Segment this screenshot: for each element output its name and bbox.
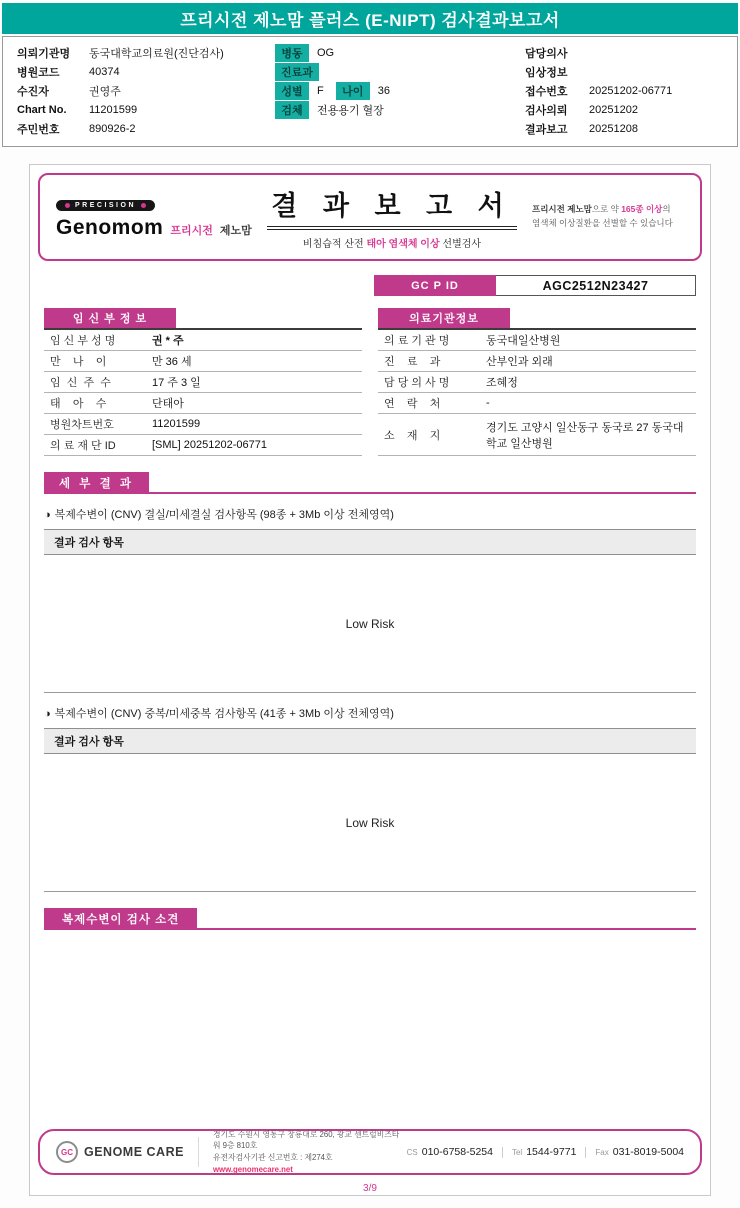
tagline-line1	[532, 203, 684, 217]
row-label: 임 신 주 수	[50, 377, 111, 389]
subtitle-suffix: 선별검사	[439, 239, 482, 250]
field-label: 의뢰기관명	[17, 47, 71, 60]
tagline-pink: 165종 이상	[621, 204, 663, 215]
info-row	[17, 62, 275, 81]
section-divider-line	[197, 928, 696, 930]
page-number: 3/9	[363, 1183, 377, 1194]
row-label: 담 당 의 사 명	[384, 377, 450, 389]
ward-value: OG	[317, 46, 335, 59]
cnv-findings-header	[44, 908, 696, 930]
field-label: 검사의뢰	[525, 104, 568, 117]
row-value: 11201599	[152, 418, 201, 430]
field-value: 11201599	[89, 103, 138, 116]
info-row	[525, 81, 723, 100]
contact-value: 1544-9771	[526, 1146, 577, 1158]
info-row	[275, 100, 525, 119]
report-title-bar	[2, 3, 738, 34]
row-value: 만 36 세	[152, 356, 192, 368]
cnv-result-area	[44, 754, 696, 892]
row-label: 소 재 지	[384, 429, 441, 442]
table-row	[44, 372, 362, 393]
tagline-bold: 프리시전 제노맘	[532, 204, 592, 215]
footer-license: 유전자검사기관 신고번호 : 제274호	[212, 1153, 333, 1162]
cnv-deletion-section	[44, 506, 696, 693]
clinic-info-table	[378, 308, 696, 456]
table-row	[378, 351, 696, 372]
report-main-title-block	[252, 184, 532, 250]
footer-box	[38, 1129, 702, 1175]
row-label: 진 료 과	[384, 356, 441, 368]
specimen-chip: 검체	[275, 101, 309, 119]
report-main-title: 결 과 보 고 서	[267, 184, 516, 230]
field-value: 40374	[89, 65, 120, 78]
cnv-section-title	[44, 506, 696, 522]
contact-separator	[585, 1147, 586, 1158]
detailed-results-chip: 세 부 결 과	[44, 472, 149, 494]
detailed-results-header	[44, 472, 696, 494]
badge-dot-icon	[65, 203, 70, 208]
report-tagline	[532, 203, 684, 230]
section-divider-line	[149, 492, 696, 494]
tagline-mid: 으로 약	[591, 204, 622, 215]
field-label: 결과보고	[525, 123, 568, 136]
subtitle-highlight: 태아 염색체 이상	[366, 239, 440, 250]
patient-info-left-column	[17, 43, 275, 138]
brand-subtitle-pink: 프리시전	[170, 224, 213, 237]
precision-badge	[56, 200, 155, 211]
contact-value: 010-6758-5254	[421, 1146, 493, 1158]
genomom-logo	[56, 195, 252, 240]
patient-info-right-column	[525, 43, 723, 138]
cnv-table-header: 결과 검사 항목	[44, 728, 696, 754]
brand-subtitle-dark: 제노맘	[219, 224, 252, 237]
info-row-empty	[275, 119, 525, 138]
field-label: 임상정보	[525, 66, 568, 79]
field-value: 동국대학교의료원(진단검사)	[89, 47, 224, 60]
genomecare-logo-icon: GC	[56, 1141, 78, 1163]
gc-pid-value: AGC2512N23427	[496, 275, 696, 296]
info-row	[525, 43, 723, 62]
row-label: 연 락 처	[384, 398, 441, 410]
sex-value: F	[317, 84, 324, 97]
info-row	[17, 43, 275, 62]
report-subtitle	[252, 235, 532, 250]
sex-chip: 성별	[275, 82, 309, 100]
table-row	[44, 330, 362, 351]
footer-divider	[198, 1137, 199, 1167]
row-label: 의 료 재 단 ID	[50, 440, 116, 452]
mother-info-table	[44, 308, 362, 456]
subtitle-prefix: 비침습적 산전	[302, 239, 367, 250]
department-chip: 진료과	[275, 63, 319, 81]
brand-line	[56, 216, 252, 240]
gc-pid-label: GC P ID	[374, 275, 496, 296]
info-row	[275, 62, 525, 81]
row-value: -	[486, 397, 490, 409]
row-label: 임 신 부 성 명	[50, 335, 116, 347]
contact-label: CS	[406, 1148, 418, 1157]
field-label: 수진자	[17, 85, 49, 98]
row-label: 의 료 기 관 명	[384, 335, 450, 347]
table-row	[44, 351, 362, 372]
info-row	[525, 100, 723, 119]
cnv-findings-chip: 복제수변이 검사 소견	[44, 908, 197, 930]
cnv-result-value: Low Risk	[345, 815, 395, 830]
row-value: 경기도 고양시 일산동구 동국로 27 동국대학교 일산병원	[486, 421, 684, 450]
field-label: Chart No.	[17, 103, 67, 116]
field-label: 접수번호	[525, 85, 568, 98]
cnv-result-value: Low Risk	[345, 616, 395, 631]
table-row	[378, 414, 696, 456]
field-value: 권영주	[89, 85, 121, 98]
badge-dot-icon	[141, 203, 146, 208]
mother-info-body	[44, 328, 362, 456]
footer-address: 경기도 수원시 영통구 창룡대로 260, 광교 센트럴비즈타워 9층 810호	[212, 1129, 400, 1151]
row-label: 병원차트번호	[50, 419, 114, 431]
gc-pid-strip	[374, 275, 696, 296]
cnv-result-area	[44, 555, 696, 693]
age-value: 36	[377, 84, 390, 97]
info-row	[17, 119, 275, 138]
patient-info-middle-column	[275, 43, 525, 138]
info-tables	[44, 308, 696, 456]
contact-label: Tel	[511, 1148, 523, 1157]
mother-info-header: 임 신 부 정 보	[44, 308, 176, 328]
report-document	[29, 164, 711, 1196]
precision-badge-text: PRECISION	[75, 201, 137, 209]
report-header-box	[38, 173, 702, 261]
cnv-section-title-text: 복제수변이 (CNV) 결실/미세결실 검사항목 (98종 + 3Mb 이상 전체영역)	[54, 509, 394, 521]
row-value: 산부인과 외래	[486, 356, 553, 368]
row-value: 단태아	[152, 398, 184, 410]
fax-contact	[595, 1146, 684, 1158]
tel-contact	[512, 1146, 576, 1158]
table-row	[44, 435, 362, 456]
ward-chip: 병동	[275, 44, 309, 62]
tagline-end: 의	[662, 204, 671, 215]
tagline-line2: 염색체 이상질환을 선별할 수 있습니다	[532, 218, 673, 228]
row-value: 17 주 3 일	[152, 377, 201, 389]
field-label: 주민번호	[17, 123, 60, 136]
specimen-value: 전용용기 혈장	[317, 104, 384, 117]
footer-website-link[interactable]: www.genomecare.net	[212, 1164, 293, 1174]
footer-address-block	[213, 1129, 407, 1176]
table-row	[378, 330, 696, 351]
row-label: 만 나 이	[50, 356, 107, 368]
table-row	[44, 414, 362, 435]
field-value: 890926-2	[89, 122, 136, 135]
brand-name: Genomom	[56, 215, 164, 239]
contact-value: 031-8019-5004	[612, 1146, 684, 1158]
row-value: 동국대일산병원	[486, 335, 561, 347]
half-circle-bullet-icon: ◑	[44, 708, 51, 720]
row-value: 조혜정	[486, 377, 518, 389]
cnv-table-header: 결과 검사 항목	[44, 529, 696, 555]
age-chip: 나이	[336, 82, 370, 100]
row-value: 권 * 주	[152, 335, 184, 347]
clinic-info-header: 의료기관정보	[378, 308, 510, 328]
info-row	[525, 119, 723, 138]
info-row	[17, 100, 275, 119]
field-label: 병원코드	[17, 66, 60, 79]
clinic-info-body	[378, 328, 696, 456]
half-circle-bullet-icon: ◑	[44, 509, 51, 521]
field-value: 20251202	[589, 103, 638, 116]
contact-label: Fax	[595, 1148, 609, 1157]
table-row	[378, 393, 696, 414]
row-value: [SML] 20251202-06771	[152, 439, 267, 451]
footer-brand-name: GENOME CARE	[84, 1145, 184, 1159]
info-row	[275, 43, 525, 62]
info-row	[17, 81, 275, 100]
field-value: 20251202-06771	[589, 84, 673, 97]
contact-separator	[502, 1147, 503, 1158]
table-row	[44, 393, 362, 414]
cs-contact	[407, 1146, 493, 1158]
report-title-text: 프리시전 제노맘 플러스 (E-NIPT) 검사결과보고서	[180, 11, 560, 30]
info-row	[525, 62, 723, 81]
cnv-section-title-text: 복제수변이 (CNV) 중복/미세중복 검사항목 (41종 + 3Mb 이상 전체영역)	[54, 708, 394, 720]
cnv-duplication-section	[44, 705, 696, 892]
row-label: 태 아 수	[50, 398, 107, 410]
footer-contacts	[407, 1146, 684, 1158]
field-label: 담당의사	[525, 47, 568, 60]
patient-info-box	[2, 36, 738, 147]
field-value: 20251208	[589, 122, 638, 135]
info-row	[275, 81, 525, 100]
table-row	[378, 372, 696, 393]
cnv-section-title	[44, 705, 696, 721]
